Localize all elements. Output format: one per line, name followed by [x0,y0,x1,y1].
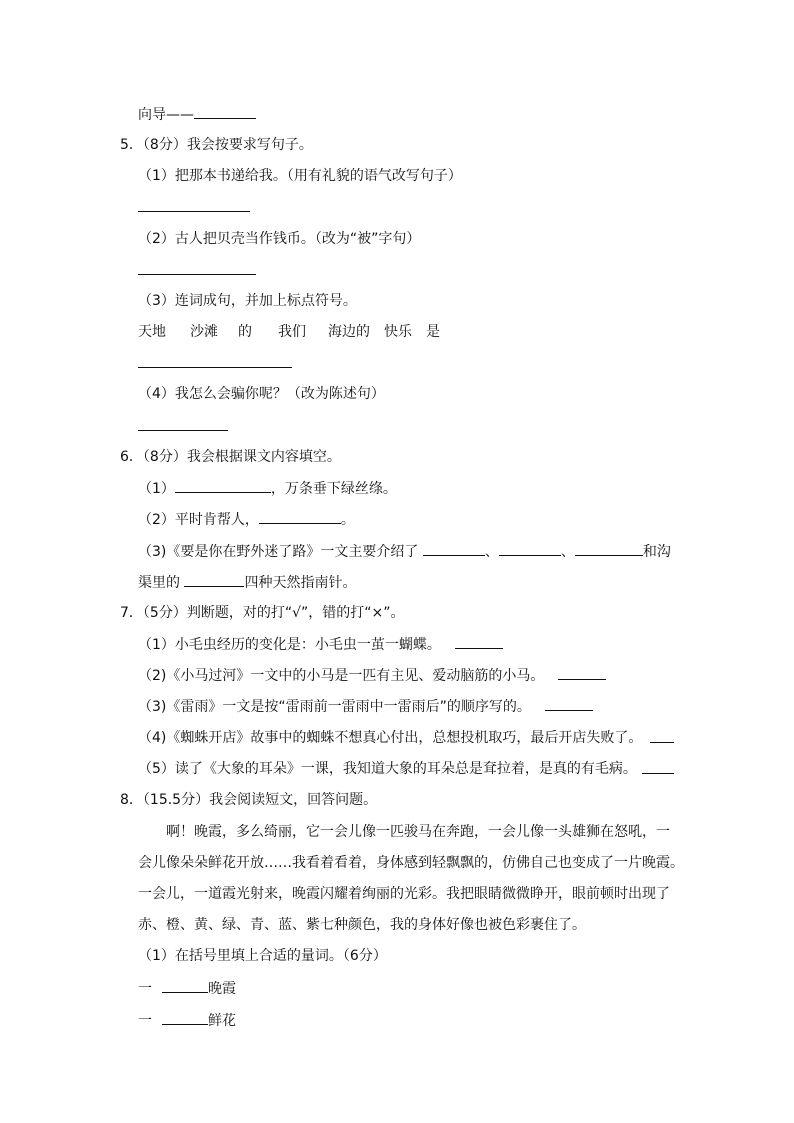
item-text: 一 [138,1013,152,1029]
q5-word-list [138,322,440,342]
q5-item-1: （1）把那本书递给我。（用有礼貌的语气改写句子） [138,168,462,184]
q6-header: 6．（8分）我会根据课文内容填空。 [120,449,341,465]
answer-blank[interactable] [423,541,485,556]
answer-blank[interactable] [455,634,503,649]
answer-blank[interactable] [545,696,593,711]
answer-blank[interactable] [184,572,244,587]
answer-blank[interactable] [259,509,341,524]
q8-fill-2 [138,1010,236,1031]
guide-text: 向导—— [138,107,194,123]
answer-blank[interactable] [558,665,606,680]
item-text: （5）读了《大象的耳朵》一课，我知道大象的耳朵总是耷拉着，是真的有毛病。 [138,761,637,777]
q7-item-1 [138,634,503,655]
q8-header: 8．（15.5分）我会阅读短文，回答问题。 [120,792,378,808]
item-text: ，万条垂下绿丝绦。 [270,481,397,497]
q5-item-2: （2）古人把贝壳当作钱币。（改为“被”字句） [138,231,421,247]
word: 沙滩 [190,324,218,340]
q5-answer-line-2[interactable] [138,274,256,275]
guide-line [138,104,256,125]
word: 是 [426,324,440,340]
word: 快乐 [384,324,412,340]
separator: 、 [560,544,575,560]
q7-item-4 [138,728,642,748]
q5-answer-line-1[interactable] [138,211,250,212]
q6-item-3-cont [138,572,356,593]
q6-item-3 [138,541,671,562]
passage-line-3: 一会儿，一道霞光射来，晚霞闪耀着绚丽的光彩。我把眼睛微微睁开，眼前顿时出现了 [138,886,670,902]
item-text: 和沟 [642,544,671,560]
word: 天地 [138,324,166,340]
q5-item-4: （4）我怎么会骗你呢？（改为陈述句） [138,386,385,402]
q5-answer-line-4[interactable] [138,430,228,431]
word: 海边的 [328,324,370,340]
q5-header: 5．（8分）我会按要求写句子。 [120,137,313,153]
q7-item-3 [138,696,593,717]
q8-sub-1: （1）在括号里填上合适的量词。（6分） [138,948,387,964]
item-text: （2）平时肯帮人， [138,512,259,528]
answer-blank[interactable] [162,978,208,993]
item-text: 一 [138,981,152,997]
separator: 、 [484,544,499,560]
passage-line-4: 赤、橙、黄、绿、青、蓝、紫七种颜色，我的身体好像也被色彩裹住了。 [138,917,586,933]
word: 的 [238,324,252,340]
word: 我们 [278,324,306,340]
item-text: 。 [340,512,355,528]
item-text: （4)《蜘蛛开店》故事中的蜘蛛不想真心付出，总想投机取巧，最后开店失败了。 [138,730,643,746]
item-text: （3)《要是你在野外迷了路》一文主要介绍了 [138,544,419,560]
passage-line-2: 会儿像朵朵鲜花开放……我看着看着，身体感到轻飘飘的，仿佛自己也变成了一片晚霞。 [138,855,684,871]
item-text: （1）小毛虫经历的变化是：小毛虫一茧一蝴蝶。 [138,637,441,653]
answer-blank[interactable] [499,541,561,556]
q7-answer-blank-4[interactable] [650,742,674,743]
answer-blank[interactable] [175,478,271,493]
item-text: 渠里的 [138,575,180,591]
item-text: 四种天然指南针。 [244,575,357,591]
q5-answer-line-3[interactable] [138,367,292,368]
answer-blank[interactable] [575,541,643,556]
item-text: 鲜花 [208,1013,236,1029]
q6-item-2 [138,509,355,530]
item-text: 晚霞 [208,981,236,997]
passage-line-1: 啊！晚霞，多么绮丽，它一会儿像一匹骏马在奔跑，一会儿像一头雄狮在怒吼，一 [166,824,670,840]
q5-item-3: （3）连词成句，并加上标点符号。 [138,293,357,309]
q7-item-5 [138,759,637,779]
item-text: （3)《雷雨》一文是按“雷雨前一雷雨中一雷雨后”的顺序写的。 [138,699,531,715]
q7-header: 7．（5分）判断题，对的打“√”，错的打“×”。 [120,605,405,621]
answer-blank[interactable] [194,104,256,119]
q7-item-2 [138,665,606,686]
q6-item-1 [138,478,397,499]
q7-answer-blank-5[interactable] [642,773,674,774]
item-number: （1） [138,481,175,497]
answer-blank[interactable] [162,1010,208,1025]
item-text: （2)《小马过河》一文中的小马是一匹有主见、爱动脑筋的小马。 [138,668,545,684]
q8-fill-1 [138,978,236,999]
